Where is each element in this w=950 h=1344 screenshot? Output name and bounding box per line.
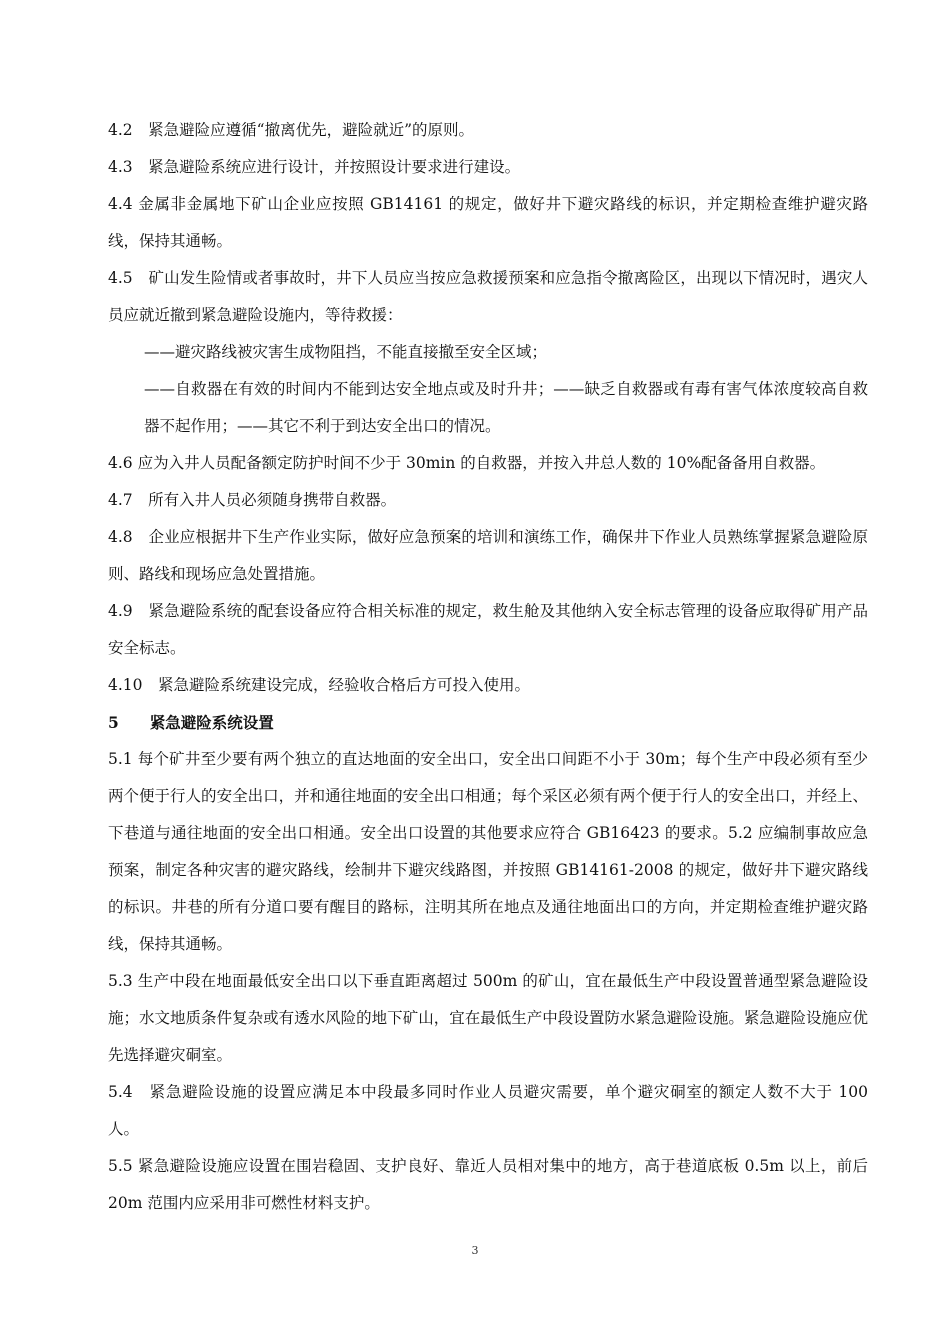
- clause-4-5-item-1: ——避灾路线被灾害生成物阻挡，不能直接撤至安全区域；: [144, 343, 548, 361]
- clause-4-8: 4.8 企业应根据井下生产作业实际，做好应急预案的培训和演练工作，确保井下作业人员熟练掌握紧急避险原则、路线和现场应急处置措施。: [108, 528, 868, 583]
- clause-4-5: 4.5 矿山发生险情或者事故时，井下人员应当按应急救援预案和应急指令撤离险区，出现以下情况时，遇灾人员应就近撤到紧急避险设施内，等待救援：: [108, 269, 868, 324]
- clause-5-4: 5.4 紧急避险设施的设置应满足本中段最多同时作业人员避灾需要，单个避灾硐室的额定人数不大于 100 人。: [108, 1083, 868, 1138]
- clause-5-3: 5.3 生产中段在地面最低安全出口以下垂直距离超过 500m 的矿山，宜在最低生产中段设置普通型紧急避险设施；水文地质条件复杂或有透水风险的地下矿山，宜在最低生产中段设置防水紧急避险设施。紧急避险设施应优先选择避灾硐室。: [108, 972, 868, 1064]
- clause-4-10: 4.10 紧急避险系统建设完成，经验收合格后方可投入使用。: [108, 676, 531, 694]
- clause-4-7: 4.7 所有入井人员必须随身携带自救器。: [108, 491, 397, 509]
- clause-4-2: 4.2 紧急避险应遵循“撤离优先，避险就近”的原则。: [108, 121, 474, 139]
- section-5-heading: 5 紧急避险系统设置: [108, 713, 274, 732]
- clause-5-1: 5.1 每个矿井至少要有两个独立的直达地面的安全出口，安全出口间距不小于 30m；每个生产中段必须有至少两个便于行人的安全出口，并和通往地面的安全出口相通；每个采区必须有两个便于行人的安全出口，并经上、下巷道与通往地面的安全出口相通。安全出口设置的其他要求应符合 GB16423 的要求。5.2 应编制事故应急预案，制定各种灾害的避灾路线，绘制井下避灾线路图，并按照 GB14161-2008 的规定，做好井下避灾路线的标识。井巷的所有分道口要有醒目的路标，注明其所在地点及通往地面出口的方向，并定期检查维护避灾路线，保持其通畅。: [108, 750, 868, 953]
- clause-4-5-item-2: ——自救器在有效的时间内不能到达安全地点或及时升井；——缺乏自救器或有毒有害气体浓度较高自救器不起作用；——其它不利于到达安全出口的情况。: [144, 380, 868, 435]
- document-body: [108, 112, 868, 1222]
- clause-4-6: 4.6 应为入井人员配备额定防护时间不少于 30min 的自救器，并按入井总人数的 10%配备备用自救器。: [108, 454, 826, 472]
- page-number: 3: [471, 1244, 479, 1257]
- clause-5-5: 5.5 紧急避险设施应设置在围岩稳固、支护良好、靠近人员相对集中的地方，高于巷道底板 0.5m 以上，前后 20m 范围内应采用非可燃性材料支护。: [108, 1157, 868, 1212]
- clause-4-3: 4.3 紧急避险系统应进行设计，并按照设计要求进行建设。: [108, 158, 521, 176]
- clause-4-4: 4.4 金属非金属地下矿山企业应按照 GB14161 的规定，做好井下避灾路线的标识，并定期检查维护避灾路线，保持其通畅。: [108, 195, 868, 250]
- clause-4-9: 4.9 紧急避险系统的配套设备应符合相关标准的规定，救生舱及其他纳入安全标志管理的设备应取得矿用产品安全标志。: [108, 602, 868, 657]
